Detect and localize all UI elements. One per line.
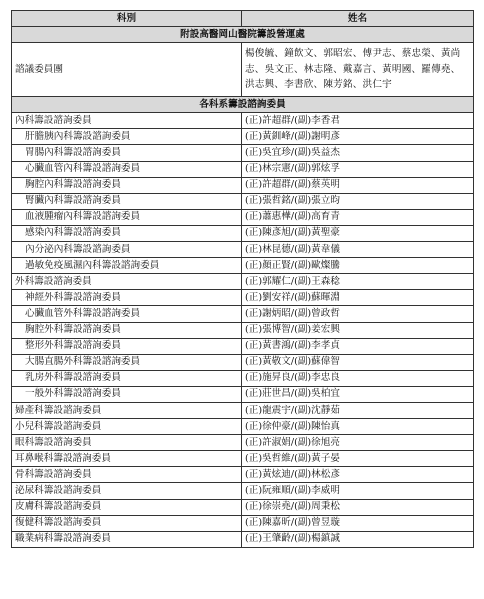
department-cell: 復健科籌設諮詢委員 <box>12 515 242 531</box>
section-title-departments: 各科系籌設諮詢委員 <box>12 97 474 113</box>
department-cell: 耳鼻喉科籌設諮詢委員 <box>12 451 242 467</box>
table-row <box>12 515 474 531</box>
table-row <box>12 467 474 483</box>
department-cell: 胃腸內科籌設諮詢委員 <box>12 145 242 161</box>
table-row <box>12 354 474 370</box>
department-cell: 心臟血管內科籌設諮詢委員 <box>12 161 242 177</box>
department-cell: 骨科籌設諮詢委員 <box>12 467 242 483</box>
department-cell: 職業病科籌設諮詢委員 <box>12 531 242 547</box>
table-row <box>12 161 474 177</box>
table-row <box>12 370 474 386</box>
members-cell: (正)劉安祥/(副)蘇暉淵 <box>242 290 474 306</box>
department-cell: 皮膚科籌設諮詢委員 <box>12 499 242 515</box>
table-row <box>12 322 474 338</box>
members-cell: (正)徐崇堯/(副)周秉松 <box>242 499 474 515</box>
members-cell: (正)林宗憲/(副)郭炫孚 <box>242 161 474 177</box>
members-cell: (正)郭耀仁/(副)王森稔 <box>242 274 474 290</box>
members-cell: (正)黃敬文/(副)蘇偉智 <box>242 354 474 370</box>
table-row <box>12 386 474 402</box>
department-cell: 婦產科籌設諮詢委員 <box>12 402 242 418</box>
department-cell: 胸腔內科籌設諮詢委員 <box>12 177 242 193</box>
table-row <box>12 145 474 161</box>
department-cell: 血液腫瘤內科籌設諮詢委員 <box>12 209 242 225</box>
committee-table <box>11 10 474 548</box>
members-cell: (正)施昇良/(副)李忠良 <box>242 370 474 386</box>
department-cell: 肝膽胰內科籌設諮詢委員 <box>12 129 242 145</box>
department-cell: 內科籌設諮詢委員 <box>12 113 242 129</box>
table-row <box>12 451 474 467</box>
members-cell: (正)顏正賢/(副)歐燦騰 <box>242 258 474 274</box>
header-department: 科別 <box>12 11 242 27</box>
department-cell: 感染內科籌設諮詢委員 <box>12 225 242 241</box>
department-cell: 小兒科籌設諮詢委員 <box>12 419 242 435</box>
members-cell: (正)阮雍順/(副)李威明 <box>242 483 474 499</box>
department-cell: 外科籌設諮詢委員 <box>12 274 242 290</box>
members-cell: (正)許超群/(副)李香君 <box>242 113 474 129</box>
committee-table-sheet <box>11 10 473 548</box>
table-row <box>12 209 474 225</box>
members-cell: (正)謝炳昭/(副)曾政哲 <box>242 306 474 322</box>
department-cell: 泌尿科籌設諮詢委員 <box>12 483 242 499</box>
members-cell: (正)林昆德/(副)黃韋儀 <box>242 242 474 258</box>
table-row <box>12 113 474 129</box>
committee-row <box>12 43 474 97</box>
table-row <box>12 499 474 515</box>
members-cell: (正)黃釧峰/(副)謝明彥 <box>242 129 474 145</box>
table-row <box>12 338 474 354</box>
members-cell: (正)張哲銘/(副)張立昀 <box>242 193 474 209</box>
department-cell: 眼科籌設諮詢委員 <box>12 435 242 451</box>
header-name: 姓名 <box>242 11 474 27</box>
department-cell: 腎臟內科籌設諮詢委員 <box>12 193 242 209</box>
table-row <box>12 483 474 499</box>
table-row <box>12 193 474 209</box>
table-row <box>12 402 474 418</box>
department-cell: 神經外科籌設諮詢委員 <box>12 290 242 306</box>
members-cell: (正)吳哲維/(副)黃子晏 <box>242 451 474 467</box>
members-cell: (正)黃書鴻/(副)李孝貞 <box>242 338 474 354</box>
members-cell: (正)龍震宇/(副)沈靜茹 <box>242 402 474 418</box>
members-cell: (正)徐仲豪/(副)陳怡真 <box>242 419 474 435</box>
table-row <box>12 258 474 274</box>
table-row <box>12 531 474 547</box>
department-cell: 大腸直腸外科籌設諮詢委員 <box>12 354 242 370</box>
department-cell: 心臟血管外科籌設諮詢委員 <box>12 306 242 322</box>
members-cell: (正)王肇齡/(副)楊鎮誠 <box>242 531 474 547</box>
table-row <box>12 225 474 241</box>
section-title-row <box>12 27 474 43</box>
table-row <box>12 306 474 322</box>
members-cell: (正)莊世昌/(副)吳柏宜 <box>242 386 474 402</box>
department-cell: 過敏免疫風濕內科籌設諮詢委員 <box>12 258 242 274</box>
members-cell: (正)張博智/(副)姜宏興 <box>242 322 474 338</box>
table-row <box>12 177 474 193</box>
table-row <box>12 129 474 145</box>
committee-members: 楊俊毓、鐘飲文、郭昭宏、傅尹志、蔡忠榮、黃尚志、吳文正、林志隆、戴嘉言、黃明國、羅傳堯、洪志興、李書欣、陳芳銘、洪仁宇 <box>242 43 474 97</box>
table-row <box>12 419 474 435</box>
section-title-row <box>12 97 474 113</box>
members-cell: (正)黃炫迪/(副)林松彥 <box>242 467 474 483</box>
table-row <box>12 435 474 451</box>
members-cell: (正)蕭惠樺/(副)高育青 <box>242 209 474 225</box>
members-cell: (正)許超群/(副)蔡英明 <box>242 177 474 193</box>
table-row <box>12 274 474 290</box>
department-cell: 整形外科籌設諮詢委員 <box>12 338 242 354</box>
committee-label: 諮議委員團 <box>12 43 242 97</box>
department-cell: 內分泌內科籌設諮詢委員 <box>12 242 242 258</box>
members-cell: (正)許淑娟/(副)徐旭亮 <box>242 435 474 451</box>
table-row <box>12 290 474 306</box>
header-row <box>12 11 474 27</box>
table-row <box>12 242 474 258</box>
department-cell: 一般外科籌設諮詢委員 <box>12 386 242 402</box>
members-cell: (正)陳彥旭/(副)黃聖豪 <box>242 225 474 241</box>
department-cell: 乳房外科籌設諮詢委員 <box>12 370 242 386</box>
department-cell: 胸腔外科籌設諮詢委員 <box>12 322 242 338</box>
members-cell: (正)陳嘉昕/(副)曾昱璇 <box>242 515 474 531</box>
section-title-hospital: 附設高醫岡山醫院籌設營運處 <box>12 27 474 43</box>
members-cell: (正)吳宜珍/(副)吳益杰 <box>242 145 474 161</box>
